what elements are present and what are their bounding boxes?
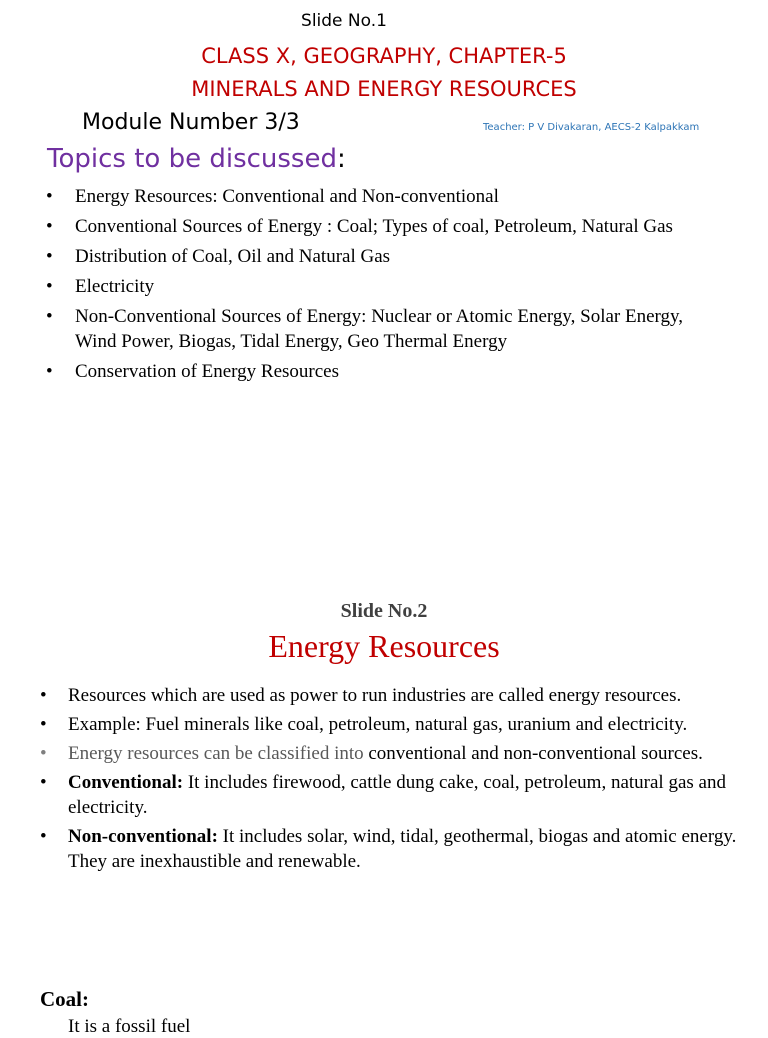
topic-text: Distribution of Coal, Oil and Natural Gas (75, 246, 391, 267)
energy-resources-list (40, 683, 738, 878)
slide-1-title-line-1: CLASS X, GEOGRAPHY, CHAPTER-5 (201, 44, 567, 68)
bullet-icon: • (46, 246, 53, 267)
list-item (40, 741, 738, 766)
bullet-text: conventional and non-conventional sources. (363, 743, 703, 764)
bullet-text: Example: Fuel minerals like coal, petroleum, natural gas, uranium and electricity. (68, 714, 688, 735)
list-item (46, 304, 725, 354)
bullet-icon: • (40, 772, 47, 793)
bullet-icon: • (40, 743, 47, 764)
bullet-bold-label: Non-conventional: (68, 826, 218, 847)
bullet-icon: • (46, 186, 53, 207)
bullet-bold-label: Conventional: (68, 772, 184, 793)
topic-text: Energy Resources: Conventional and Non-conventional (75, 186, 499, 207)
bullet-gray-text: Energy resources can be classified into (68, 743, 364, 764)
coal-text-partial: It is a fossil fuel (68, 1016, 191, 1037)
topics-list (46, 184, 725, 389)
list-item (46, 214, 725, 239)
topic-text: Non-Conventional Sources of Energy: Nuclear or Atomic Energy, Solar Energy, Wind Power, Biogas, Tidal Energy, Geo Thermal Energy (75, 306, 684, 352)
bullet-icon: • (40, 714, 47, 735)
slide-1-title-line-2: MINERALS AND ENERGY RESOURCES (191, 77, 577, 101)
topics-heading-colon: : (336, 144, 346, 174)
list-item (40, 712, 738, 737)
bullet-icon: • (46, 216, 53, 237)
list-item (46, 244, 725, 269)
bullet-icon: • (40, 826, 47, 847)
list-item (46, 184, 725, 209)
list-item (46, 274, 725, 299)
topics-heading (47, 144, 346, 174)
bullet-icon: • (46, 306, 53, 327)
slide-2-title: Energy Resources (268, 628, 500, 664)
slide-1-label: Slide No.1 (301, 11, 387, 31)
list-item (46, 359, 725, 384)
topic-text: Electricity (75, 276, 155, 297)
bullet-icon: • (46, 276, 53, 297)
bullet-text: It includes firewood, cattle dung cake, coal, petroleum, natural gas and electricity. (68, 772, 726, 818)
bullet-text: It includes solar, wind, tidal, geothermal, biogas and atomic energy. They are inexhaustible and renewable. (68, 826, 737, 872)
list-item (40, 824, 738, 874)
module-number: Module Number 3/3 (82, 110, 300, 135)
bullet-text: Resources which are used as power to run industries are called energy resources. (68, 685, 682, 706)
topics-heading-text: Topics to be discussed (47, 144, 337, 174)
bullet-icon: • (40, 685, 47, 706)
topic-text: Conventional Sources of Energy : Coal; Types of coal, Petroleum, Natural Gas (75, 216, 673, 237)
list-item (40, 683, 738, 708)
bullet-icon: • (46, 361, 53, 382)
teacher-credit: Teacher: P V Divakaran, AECS-2 Kalpakkam (483, 122, 700, 133)
slide-2-label: Slide No.2 (340, 600, 428, 622)
coal-heading: Coal: (40, 987, 89, 1011)
topic-text: Conservation of Energy Resources (75, 361, 340, 382)
list-item (40, 770, 738, 820)
